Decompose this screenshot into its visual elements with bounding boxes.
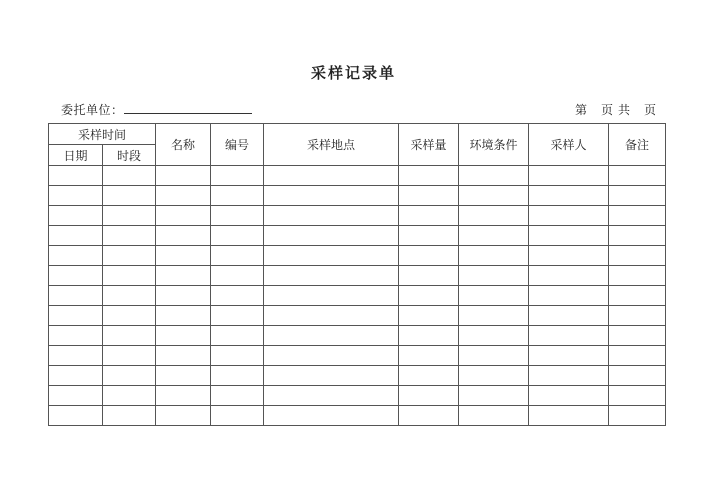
- table-cell[interactable]: [103, 206, 156, 226]
- table-cell[interactable]: [609, 346, 666, 366]
- table-cell[interactable]: [264, 206, 399, 226]
- table-cell[interactable]: [103, 266, 156, 286]
- table-cell[interactable]: [156, 326, 211, 346]
- table-cell[interactable]: [609, 226, 666, 246]
- info-row: [48, 100, 665, 121]
- table-cell[interactable]: [459, 186, 529, 206]
- table-cell[interactable]: [211, 186, 264, 206]
- client-unit-blank-line[interactable]: [124, 101, 252, 114]
- table-cell[interactable]: [156, 406, 211, 426]
- table-cell[interactable]: [211, 346, 264, 366]
- table-cell[interactable]: [399, 406, 459, 426]
- table-cell[interactable]: [529, 346, 609, 366]
- table-cell[interactable]: [156, 186, 211, 206]
- table-cell[interactable]: [609, 286, 666, 306]
- table-cell[interactable]: [529, 166, 609, 186]
- header-row-1: [49, 124, 666, 145]
- table-cell[interactable]: [459, 246, 529, 266]
- table-cell[interactable]: [264, 306, 399, 326]
- table-cell[interactable]: [529, 386, 609, 406]
- table-cell[interactable]: [156, 306, 211, 326]
- table-cell[interactable]: [609, 266, 666, 286]
- table-cell[interactable]: [529, 226, 609, 246]
- table-cell[interactable]: [49, 406, 103, 426]
- col-header-sampling-time: 采样时间: [49, 124, 156, 145]
- table-cell[interactable]: [399, 226, 459, 246]
- table-cell[interactable]: [459, 166, 529, 186]
- table-cell[interactable]: [399, 246, 459, 266]
- table-cell[interactable]: [156, 166, 211, 186]
- col-header-code: 编号: [211, 124, 264, 166]
- table-cell[interactable]: [103, 366, 156, 386]
- table-cell[interactable]: [156, 226, 211, 246]
- table-row: [49, 246, 666, 266]
- table-row: [49, 306, 666, 326]
- col-header-date: 日期: [49, 145, 103, 166]
- page-number-text: 第 页 共 页: [574, 103, 657, 117]
- table-cell[interactable]: [211, 226, 264, 246]
- table-cell[interactable]: [399, 366, 459, 386]
- table-cell[interactable]: [211, 406, 264, 426]
- table-cell[interactable]: [211, 166, 264, 186]
- table-cell[interactable]: [211, 266, 264, 286]
- table-cell[interactable]: [156, 346, 211, 366]
- table-cell[interactable]: [103, 346, 156, 366]
- table-cell[interactable]: [49, 366, 103, 386]
- table-cell[interactable]: [399, 206, 459, 226]
- table-cell[interactable]: [459, 266, 529, 286]
- table-cell[interactable]: [49, 306, 103, 326]
- table-cell[interactable]: [459, 306, 529, 326]
- table-row: [49, 366, 666, 386]
- table-cell[interactable]: [609, 186, 666, 206]
- table-row: [49, 166, 666, 186]
- table-row: [49, 346, 666, 366]
- table-cell[interactable]: [264, 226, 399, 246]
- client-unit-label: 委托单位：: [61, 103, 124, 117]
- table-cell[interactable]: [103, 166, 156, 186]
- table-cell[interactable]: [459, 326, 529, 346]
- table-cell[interactable]: [156, 246, 211, 266]
- table-cell[interactable]: [49, 286, 103, 306]
- col-header-period: 时段: [103, 145, 156, 166]
- table-cell[interactable]: [49, 266, 103, 286]
- table-row: [49, 206, 666, 226]
- table-cell[interactable]: [103, 326, 156, 346]
- table-cell[interactable]: [459, 206, 529, 226]
- table-cell[interactable]: [399, 326, 459, 346]
- table-cell[interactable]: [609, 366, 666, 386]
- table-row: [49, 286, 666, 306]
- table-cell[interactable]: [49, 386, 103, 406]
- sampling-record-table: [48, 123, 666, 426]
- page-title: 采样记录单: [310, 66, 396, 82]
- table-cell[interactable]: [399, 166, 459, 186]
- table-row: [49, 386, 666, 406]
- table-cell[interactable]: [609, 246, 666, 266]
- table-cell[interactable]: [399, 386, 459, 406]
- table-cell[interactable]: [264, 406, 399, 426]
- table-cell[interactable]: [264, 346, 399, 366]
- table-cell[interactable]: [264, 286, 399, 306]
- table-cell[interactable]: [103, 306, 156, 326]
- table-cell[interactable]: [529, 306, 609, 326]
- table-row: [49, 406, 666, 426]
- table-cell[interactable]: [211, 286, 264, 306]
- col-header-remarks: 备注: [609, 124, 666, 166]
- col-header-location: 采样地点: [264, 124, 399, 166]
- table-cell[interactable]: [529, 246, 609, 266]
- table-cell[interactable]: [399, 346, 459, 366]
- table-cell[interactable]: [103, 226, 156, 246]
- table-cell[interactable]: [399, 266, 459, 286]
- table-cell[interactable]: [399, 186, 459, 206]
- table-cell[interactable]: [609, 386, 666, 406]
- table-cell[interactable]: [399, 306, 459, 326]
- table-cell[interactable]: [459, 386, 529, 406]
- table-cell[interactable]: [211, 246, 264, 266]
- table-cell[interactable]: [156, 206, 211, 226]
- table-cell[interactable]: [49, 226, 103, 246]
- col-header-sampler: 采样人: [529, 124, 609, 166]
- col-header-name: 名称: [156, 124, 211, 166]
- table-cell[interactable]: [49, 186, 103, 206]
- table-cell[interactable]: [156, 386, 211, 406]
- table-cell[interactable]: [211, 386, 264, 406]
- table-cell[interactable]: [211, 366, 264, 386]
- col-header-amount: 采样量: [399, 124, 459, 166]
- table-cell[interactable]: [49, 206, 103, 226]
- table-row: [49, 226, 666, 246]
- table-cell[interactable]: [49, 326, 103, 346]
- table-cell[interactable]: [264, 166, 399, 186]
- table-cell[interactable]: [211, 306, 264, 326]
- table-cell[interactable]: [609, 306, 666, 326]
- table-cell[interactable]: [156, 286, 211, 306]
- table-cell[interactable]: [103, 386, 156, 406]
- table-row: [49, 266, 666, 286]
- table-cell[interactable]: [156, 366, 211, 386]
- table-cell[interactable]: [609, 406, 666, 426]
- table-cell[interactable]: [103, 286, 156, 306]
- table-cell[interactable]: [609, 206, 666, 226]
- table-cell[interactable]: [264, 266, 399, 286]
- table-cell[interactable]: [529, 286, 609, 306]
- table-cell[interactable]: [529, 366, 609, 386]
- table-cell[interactable]: [264, 366, 399, 386]
- table-cell[interactable]: [49, 166, 103, 186]
- table-row: [49, 326, 666, 346]
- table-cell[interactable]: [529, 326, 609, 346]
- table-cell[interactable]: [103, 246, 156, 266]
- table-cell[interactable]: [264, 386, 399, 406]
- table-cell[interactable]: [156, 266, 211, 286]
- table-cell[interactable]: [529, 206, 609, 226]
- table-cell[interactable]: [529, 186, 609, 206]
- table-cell[interactable]: [49, 346, 103, 366]
- table-cell[interactable]: [459, 226, 529, 246]
- table-cell[interactable]: [211, 326, 264, 346]
- col-header-environment: 环境条件: [459, 124, 529, 166]
- client-unit: [61, 101, 252, 118]
- table-cell[interactable]: [529, 266, 609, 286]
- table-cell[interactable]: [49, 246, 103, 266]
- table-row: [49, 186, 666, 206]
- table-cell[interactable]: [459, 366, 529, 386]
- table-cell[interactable]: [399, 286, 459, 306]
- table-cell[interactable]: [103, 406, 156, 426]
- table-cell[interactable]: [264, 186, 399, 206]
- table-cell[interactable]: [459, 406, 529, 426]
- table-cell[interactable]: [459, 346, 529, 366]
- table-cell[interactable]: [264, 326, 399, 346]
- table-cell[interactable]: [529, 406, 609, 426]
- table-cell[interactable]: [264, 246, 399, 266]
- table-cell[interactable]: [103, 186, 156, 206]
- table-cell[interactable]: [211, 206, 264, 226]
- table-cell[interactable]: [609, 166, 666, 186]
- table-cell[interactable]: [459, 286, 529, 306]
- table-cell[interactable]: [609, 326, 666, 346]
